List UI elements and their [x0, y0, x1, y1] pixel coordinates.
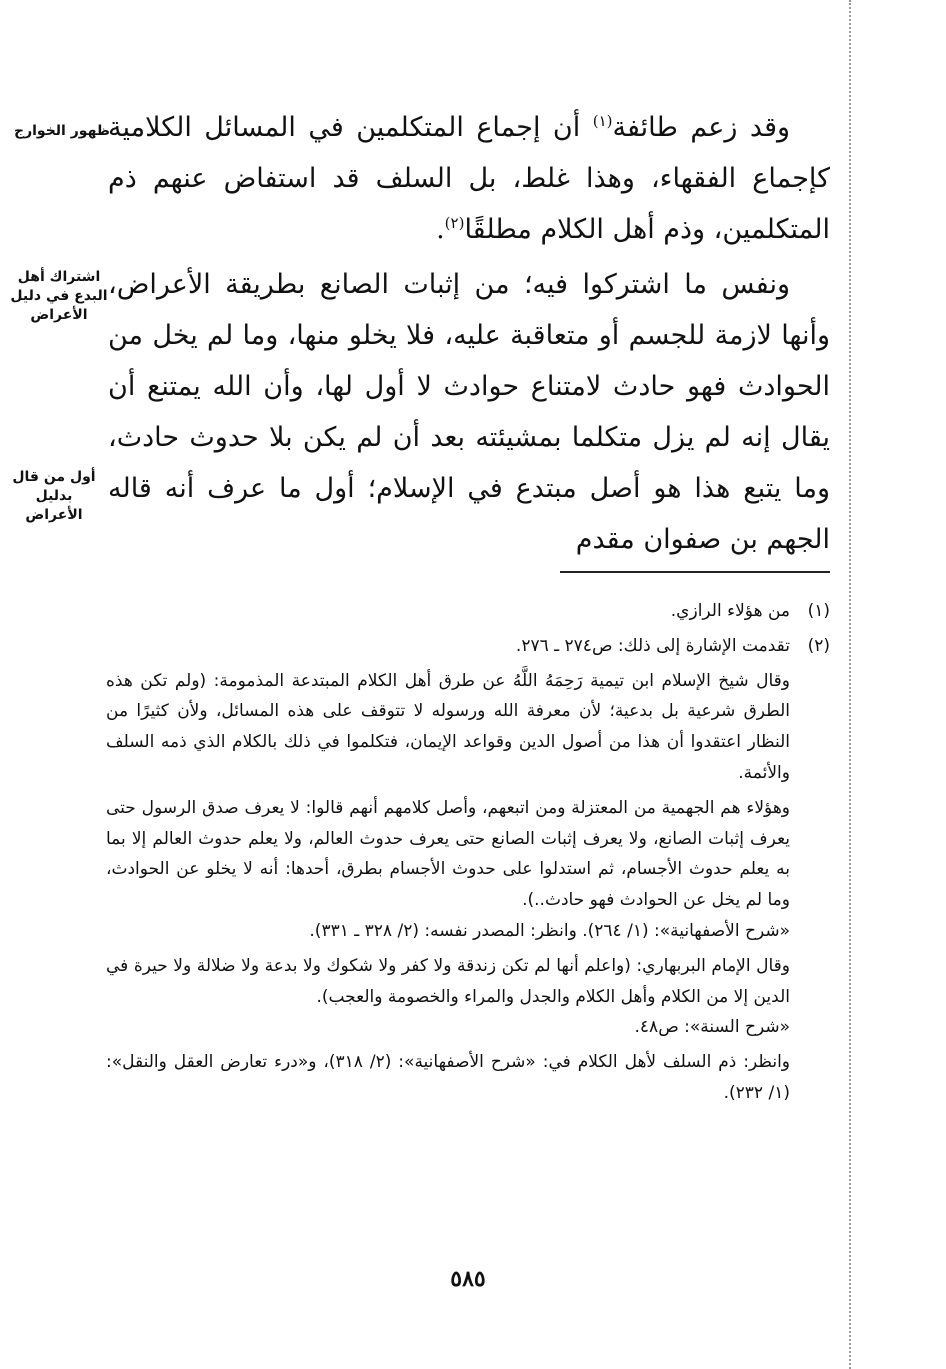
main-paragraph-2: ونفس ما اشتركوا فيه؛ من إثبات الصانع بطريقة الأعراض، وأنها لازمة للجسم أو متعاقبة عليه، فلا يخلو منها، وما لم يخل من الحوادث فهو حادث لامتناع حوادث لا أول لها، وأن الله يمتنع أن يقال إنه لم يزل متكلما بمشيئته بعد أن لم يكن بلا حدوث حادث، وما يتبع هذا هو أصل مبتدع في الإسلام؛ أول ما عرف أنه قاله الجهم بن صفوان مقدم	[108, 269, 830, 555]
page-edge-dotted-line	[849, 0, 851, 1369]
margin-note-shared-argument: اشتراك أهل البدع في دليل الأعراض	[10, 269, 108, 323]
footnote-separator	[560, 571, 830, 573]
footnote-paragraph: وانظر: ذم السلف لأهل الكلام في: «شرح الأصفهانية»: (٢/ ٣١٨)، و«درء تعارض العقل والنقل»: (١/ ٢٣٢).	[106, 1052, 791, 1103]
footnote-number: (١)	[807, 601, 830, 621]
footnote-ref-1[interactable]: (١)	[592, 112, 613, 130]
footnote-paragraph: وهؤلاء هم الجهمية من المعتزلة ومن اتبعهم، وأصل كلامهم أنهم قالوا: لا يعرف صدق الرسول حتى يعرف إثبات الصانع، ولا يعرف إثبات الصانع حتى يعرف حدوث العالم، ولا يعلم حدوث العالم إلا بما به يعلم حدوث الأجسام، ثم استدلوا على حدوث الأجسام بطرق، أحدها: أنه لا يخلو عن الحوادث، وما لم يخل عن الحوادث فهو حادث..).	[106, 797, 790, 911]
margin-note-first-proponent: أول من قال بدليل الأعراض	[12, 469, 96, 523]
footnotes	[106, 596, 830, 1109]
margin-note-khawarij: ظهور الخوارج	[13, 123, 110, 139]
footnote-paragraph: وقال الإمام البربهاري: (واعلم أنها لم تكن زندقة ولا كفر ولا شكوك ولا بدعة ولا ضلالة ولا حيرة في الدين إلا من الكلام وأهل الكلام والجدل والمراء والخصومة والعجب).	[106, 955, 790, 1007]
footnote-source: «شرح السنة»: ص٤٨.	[634, 1017, 790, 1038]
footnote-number: (٢)	[807, 635, 830, 656]
footnote-paragraph: وقال شيخ الإسلام ابن تيمية رَحِمَهُ اللَّهُ عن طرق أهل الكلام المبتدعة المذمومة: (ولم تكن هذه الطرق شرعية بل بدعية؛ لأن معرفة الله ورسوله لا تتوقف على هذه المسائل، ولأن كثيرًا من النظار اعتقدوا أن هذا من أصول الدين وقواعد الإيمان، فتكلموا في ذلك بالكلام الذي ذمه السلف والأئمة.	[106, 670, 790, 783]
footnote-source: «شرح الأصفهانية»: (١/ ٢٦٤). وانظر: المصدر نفسه: (٢/ ٣٢٨ ـ ٣٣١).	[309, 920, 790, 941]
main-paragraph-1: وقد زعم طائفة$^{(١)}$ أن إجماع المتكلمين في المسائل الكلامية كإجماع الفقهاء، وهذا غلط، بل السلف قد استفاض عنهم ذم المتكلمين، وذم أهل الكلام مطلقًا$^{(٢)}$.	[108, 112, 830, 245]
footnote-ref-2[interactable]: (٢)	[444, 214, 465, 232]
footnote-line: تقدمت الإشارة إلى ذلك: ص٢٧٤ ـ ٢٧٦.	[515, 635, 790, 656]
page-number: ٥٨٥	[450, 1266, 486, 1292]
footnote-1	[106, 596, 830, 627]
main-text	[108, 102, 830, 565]
footnote-2	[106, 631, 830, 1109]
footnote-text: من هؤلاء الرازي.	[670, 601, 790, 621]
